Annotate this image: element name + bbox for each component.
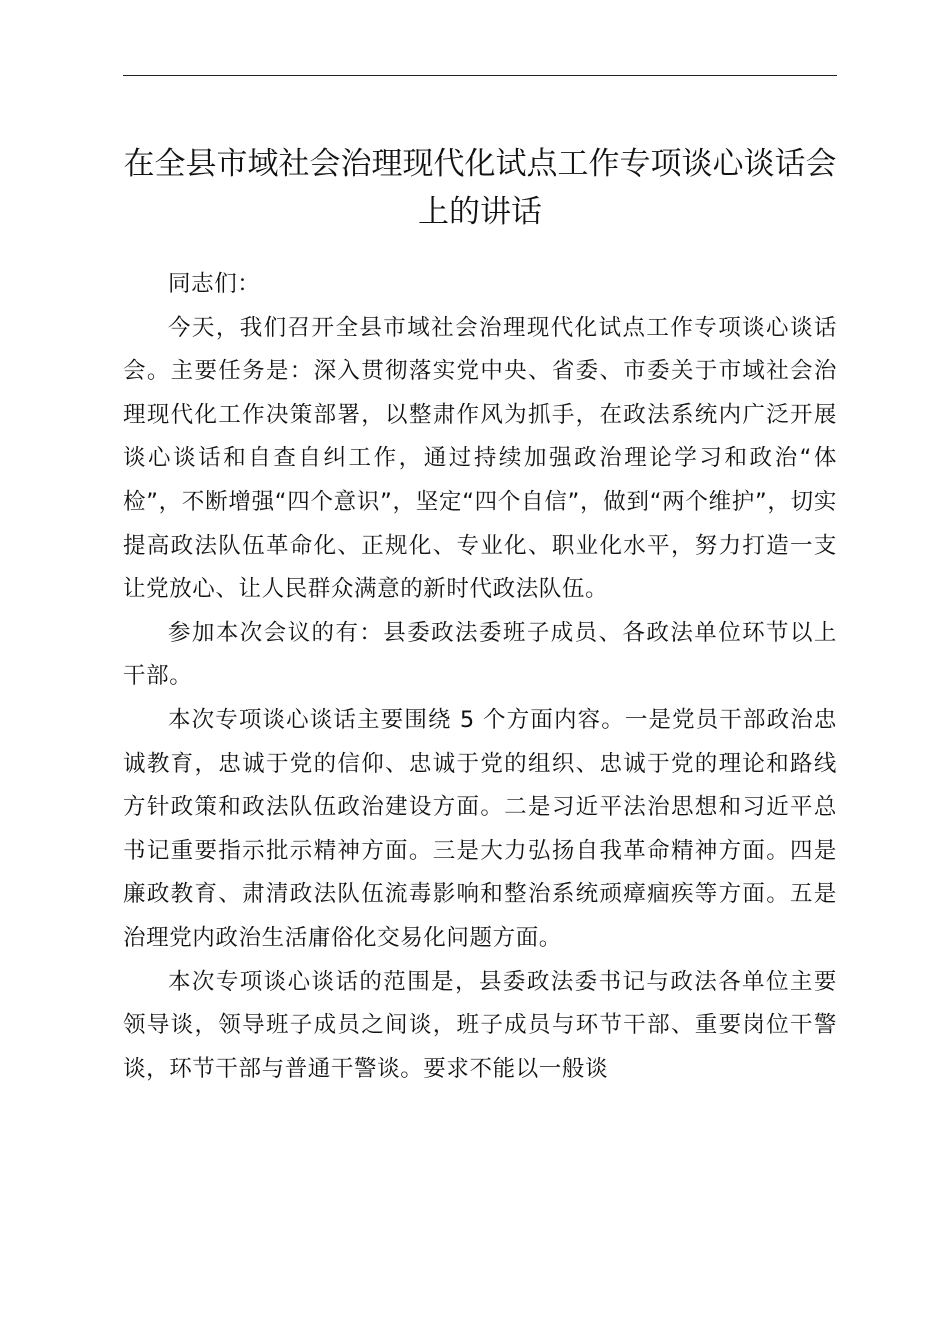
paragraph-salutation: 同志们：: [168, 271, 261, 297]
paragraph-topics: 本次专项谈心谈话主要围绕 5 个方面内容。一是党员干部政治忠诚教育，忠诚于党的信仰、忠诚于党的组织、忠诚于党的理论和路线方针政策和政法队伍政治建设方面。二是习近平法治思想和习近平总书记重要指示批示精神方面。三是大力弘扬自我革命精神方面。四是廉政教育、肃清政法队伍流毒影响和整治系统顽瘴痼疾等方面。五是治理党内政治生活庸俗化交易化问题方面。: [123, 706, 837, 951]
paragraph-purpose: 今天，我们召开全县市域社会治理现代化试点工作专项谈心谈话会。主要任务是：深入贯彻落实党中央、省委、市委关于市域社会治理现代化工作决策部署，以整肃作风为抓手，在政法系统内广泛开展谈心谈话和自查自纠工作，通过持续加强政治理论学习和政治“体检”，不断增强“四个意识”，坚定“四个自信”，做到“两个维护”，切实提高政法队伍革命化、正规化、专业化、职业化水平，努力打造一支让党放心、让人民群众满意的新时代政法队伍。: [123, 314, 837, 603]
paragraph-scope: 本次专项谈心谈话的范围是，县委政法委书记与政法各单位主要领导谈，领导班子成员之间谈，班子成员与环节干部、重要岗位干警谈，环节干部与普通干警谈。要求不能以一般谈: [123, 968, 837, 1082]
paragraph-attendees: 参加本次会议的有：县委政法委班子成员、各政法单位环节以上干部。: [123, 619, 837, 690]
document-body: [123, 263, 837, 1091]
header-rule: [123, 75, 837, 76]
document-title: 在全县市域社会治理现代化试点工作专项谈心谈话会上的讲话: [123, 146, 837, 230]
